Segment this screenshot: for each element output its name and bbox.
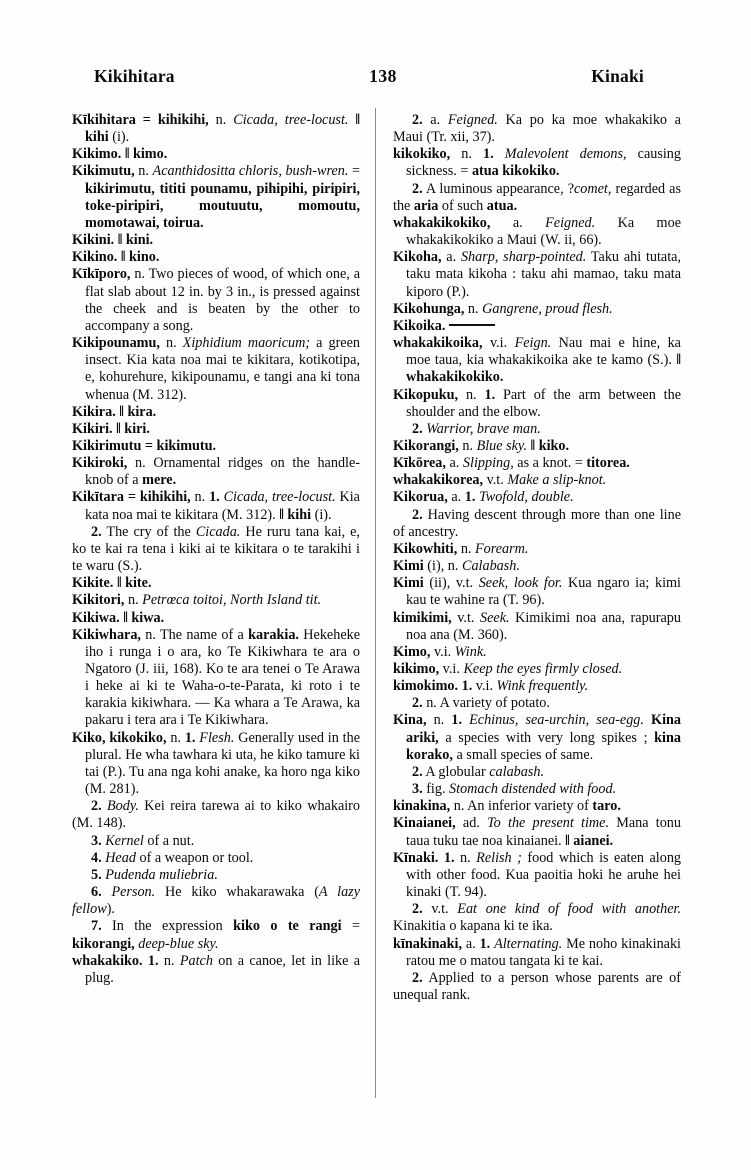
body-text: n. xyxy=(450,146,484,163)
dictionary-entry xyxy=(393,249,681,300)
body-text: n. A variety of potato. xyxy=(422,695,550,712)
body-text: n. xyxy=(454,849,477,866)
gloss-italic: Patch xyxy=(179,952,213,969)
gloss-italic: Stomach distended with food. xyxy=(449,781,617,798)
headword-bold: Kikopuku, xyxy=(393,386,459,403)
headword-bold: 1. xyxy=(464,489,476,506)
body-text: v.t. xyxy=(422,901,458,918)
dictionary-entry xyxy=(393,712,681,763)
body-text: n. Two pieces of wood, of which one, a flat slab about 12 in. by 3 in., is pressed against the cheek and is beaten by the other to accompany a song. xyxy=(85,266,360,334)
body-text: n. xyxy=(426,712,452,729)
dictionary-sense xyxy=(393,181,681,215)
headword-bold: 2. xyxy=(412,112,423,128)
dictionary-entry xyxy=(72,146,360,163)
headword-bold: 6. xyxy=(91,884,102,901)
column-right xyxy=(393,112,681,1004)
headword-bold: kimikimi, xyxy=(393,609,452,626)
gloss-italic: Body. xyxy=(107,798,139,815)
body-text: ad. xyxy=(455,815,488,832)
body-text: A globular xyxy=(422,763,490,780)
gloss-italic: Feigned. xyxy=(447,112,498,128)
body-text: = xyxy=(341,918,360,935)
headword-bold: ‖ kini. xyxy=(117,232,154,249)
gloss-italic: To the present time. xyxy=(487,815,610,832)
dictionary-entry xyxy=(72,575,360,592)
headword-bold: Kikimutu, xyxy=(72,163,135,180)
headword-bold: kikirimutu, tititi pounamu, pihipihi, piripiri, toke-piripiri, moutuutu, momoutu, momotawai, toirua. xyxy=(85,180,360,231)
gloss-italic: comet, xyxy=(574,180,612,197)
headword-bold: Kīnaki. xyxy=(393,849,439,866)
headword-bold: Kikira. xyxy=(72,403,116,420)
headword-bold: 1. xyxy=(484,386,496,403)
dictionary-entry xyxy=(72,112,360,146)
body-text: n. xyxy=(159,335,183,352)
dictionary-entry xyxy=(393,936,681,970)
dictionary-entry xyxy=(393,146,681,180)
body-text: of a weapon or tool. xyxy=(135,849,254,866)
body-text: Kimikimi noa ana, rapurapu noa ana (M. 360). xyxy=(406,609,681,643)
body-text: Ka moe whakakikokiko a Maui (W. ii, 66). xyxy=(406,214,681,249)
gloss-italic: A lazy fellow xyxy=(72,884,360,918)
headword-bold: 2. xyxy=(412,180,423,197)
dictionary-sense xyxy=(393,695,681,712)
gloss-italic: Feigned. xyxy=(545,214,596,231)
headword-bold: 3. xyxy=(91,832,102,849)
gloss-italic: Kernel xyxy=(105,832,144,849)
headword-bold: Kina ariki, xyxy=(406,712,682,746)
headword-bold: atua. xyxy=(486,197,518,214)
headword-bold: 1. xyxy=(184,729,196,746)
body-text: Part of the arm between the shoulder and the elbow. xyxy=(406,386,681,420)
headword-bold: Kīkihitara = kihikihi, xyxy=(72,112,209,128)
dictionary-entry xyxy=(393,798,681,815)
dictionary-entry xyxy=(393,455,681,472)
headword-bold: Kīkīporo, xyxy=(72,266,131,283)
body-text: Applied to a person whose parents are of unequal rank. xyxy=(393,969,681,1003)
gloss-italic: Xiphidium maoricum; xyxy=(182,335,311,352)
gloss-italic: Malevolent demons, xyxy=(504,146,627,163)
dictionary-entry xyxy=(393,575,681,609)
dictionary-sense xyxy=(72,918,360,952)
gloss-italic: Sharp, sharp-pointed. xyxy=(460,249,587,266)
columns-container xyxy=(72,112,681,1122)
headword-bold: ‖ kiwa. xyxy=(123,609,165,626)
dictionary-entry xyxy=(393,558,681,575)
headword-bold: Kiko, kikokiko, xyxy=(72,729,167,746)
dictionary-entry xyxy=(393,644,681,661)
headword-bold: Kīkōrea, xyxy=(393,455,446,472)
dictionary-sense xyxy=(393,970,681,1004)
headword-bold: Kikite. xyxy=(72,575,114,592)
body-text: n. Ornamental ridges on the handle-knob of a xyxy=(85,455,360,489)
dictionary-entry xyxy=(72,592,360,609)
body-text: as a knot. = xyxy=(513,455,587,472)
body-text: n. xyxy=(208,112,234,128)
body-text: = xyxy=(348,163,360,180)
headword-bold: Kikini. xyxy=(72,232,115,249)
dictionary-entry xyxy=(393,215,681,249)
dictionary-sense xyxy=(393,112,681,146)
body-text: n. xyxy=(464,300,483,317)
body-text: v.i. xyxy=(472,678,497,695)
body-text: a green insect. Kia kata noa mai te kikitara, kotikotipa, e, kohurehure, kikipounamu, e tangi ana ki tona whenua (M. 312). xyxy=(85,335,360,403)
body-text xyxy=(644,712,651,728)
headword-bold: titorea. xyxy=(586,455,630,472)
gloss-italic: calabash. xyxy=(489,763,545,780)
body-text: Kia kata noa mai te kikitara (M. 312). xyxy=(85,489,360,523)
body-text: n. xyxy=(158,952,180,969)
dictionary-entry xyxy=(72,455,360,489)
headword-bold: Kikowhiti, xyxy=(393,540,458,557)
dictionary-entry xyxy=(72,232,360,249)
gloss-italic: Echinus, sea-urchin, sea-egg. xyxy=(469,712,644,729)
dictionary-sense xyxy=(393,764,681,781)
running-head-right-word: Kinaki xyxy=(591,66,644,86)
gloss-italic: Seek. xyxy=(480,609,510,626)
dictionary-sense xyxy=(393,507,681,541)
gloss-italic: Eat one kind of food with another. xyxy=(457,901,681,918)
headword-bold: 1. xyxy=(451,712,462,729)
dictionary-entry xyxy=(393,610,681,644)
gloss-italic: Cicada, tree-locust. xyxy=(233,112,349,128)
headword-bold: Kikorua, xyxy=(393,489,448,506)
dictionary-entry xyxy=(393,661,681,678)
gloss-italic: Keep the eyes firmly closed. xyxy=(463,661,623,677)
dictionary-entry xyxy=(393,850,681,901)
headword-bold: kiko o te rangi xyxy=(233,918,342,935)
headword-bold: kikimo, xyxy=(393,661,440,677)
headword-bold: 1. xyxy=(483,146,494,163)
headword-bold: 2. xyxy=(412,763,423,780)
dictionary-entry xyxy=(393,815,681,849)
body-text: (i). xyxy=(108,129,130,146)
headword-bold: ‖ kihi xyxy=(85,112,360,146)
body-text: n. The name of a xyxy=(140,626,249,643)
dictionary-entry xyxy=(393,678,681,695)
dictionary-entry xyxy=(72,953,360,987)
dictionary-sense xyxy=(72,798,360,832)
headword-bold: whakakikoika, xyxy=(393,335,483,352)
body-text: v.t. xyxy=(483,472,508,489)
headword-bold: 1. xyxy=(461,678,473,695)
headword-bold: Kikitori, xyxy=(72,592,125,609)
headword-bold: atua kikokiko. xyxy=(471,163,560,180)
dictionary-entry xyxy=(393,387,681,421)
headword-bold: karakia. xyxy=(248,626,299,643)
body-text: of such xyxy=(438,197,487,214)
headword-bold: 2. xyxy=(412,969,423,986)
headword-bold: Kikiwhara, xyxy=(72,626,141,643)
body-text: a. xyxy=(422,112,448,128)
body-text: v.i. xyxy=(430,643,455,660)
body-text: causing sickness. = xyxy=(406,146,681,180)
dictionary-entry xyxy=(72,730,360,799)
body-text: v.i. xyxy=(482,335,515,352)
headword-bold: ‖ whakakikokiko. xyxy=(406,352,681,386)
headword-bold: kīnakinaki, xyxy=(393,935,463,952)
dictionary-entry xyxy=(72,627,360,730)
gloss-italic: Person. xyxy=(111,884,156,901)
headword-bold: kina korako, xyxy=(406,729,681,763)
body-text: food which is eaten along with other food. Kua paoitia hoki he aruhe hei kinaki (T. 94). xyxy=(406,849,682,901)
body-text: He kiko whakarawaka ( xyxy=(155,884,319,901)
headword-bold: Kimi xyxy=(393,558,424,575)
headword-bold: Kikipounamu, xyxy=(72,335,160,352)
headword-bold: 1. xyxy=(147,952,159,969)
headword-bold: 2. xyxy=(412,695,423,712)
column-left xyxy=(72,112,360,987)
headword-bold: 5. xyxy=(91,866,102,883)
body-text: n. xyxy=(458,437,477,454)
dictionary-entry xyxy=(72,266,360,335)
body-text: Taku ahi tutata, taku mata kikoha : taku ahi mamao, taku mata kiporo (P.). xyxy=(406,249,681,300)
running-head xyxy=(72,66,680,92)
dictionary-entry xyxy=(393,472,681,489)
headword-bold: ‖ kira. xyxy=(119,403,157,420)
gloss-italic: Relish ; xyxy=(476,849,522,866)
body-text: v.i. xyxy=(439,661,464,677)
gloss-italic: Twofold, double. xyxy=(478,489,574,506)
body-text: Nau mai e hine, ka moe taua, kia whakakikoika ake te kamo (S.). xyxy=(406,335,681,369)
gloss-italic: Feign. xyxy=(514,335,552,352)
dictionary-entry xyxy=(393,489,681,506)
headword-bold: ‖ kite. xyxy=(116,575,152,592)
dictionary-sense xyxy=(72,833,360,850)
headword-bold: 1. xyxy=(209,489,220,506)
body-text: a. xyxy=(447,489,465,506)
gloss-italic: Head xyxy=(105,849,136,866)
gloss-italic: Alternating. xyxy=(494,935,563,952)
dictionary-sense xyxy=(72,867,360,884)
headword-bold: mere. xyxy=(142,472,177,489)
gloss-italic: Slipping, xyxy=(462,455,514,472)
gloss-italic: Cicada, tree-locust. xyxy=(223,489,336,506)
body-text: In the expression xyxy=(101,918,234,935)
headword-bold: kinakina, xyxy=(393,798,451,815)
body-text: a. xyxy=(490,214,546,231)
gloss-italic: Pudenda muliebria. xyxy=(105,866,218,883)
dictionary-entry xyxy=(393,318,681,335)
headword-bold: Kikirimutu = kikimutu. xyxy=(72,437,217,454)
body-text: He ruru tana kai, e, ko te kai ra tena i kiki ai te kikitara o te tarakihi i te waru (S.). xyxy=(72,523,360,575)
headword-bold: 2. xyxy=(91,523,102,540)
body-text: Kinakitia o kapana ki te ika. xyxy=(393,918,553,935)
gloss-italic: Acanthidositta chloris, bush-wren. xyxy=(152,163,349,180)
gloss-italic: Petrœca toitoi, North Island tit. xyxy=(142,592,322,609)
headword-bold: ‖ kihi xyxy=(279,506,312,523)
dictionary-entry xyxy=(72,249,360,266)
gloss-italic: Cicada. xyxy=(195,523,241,540)
headword-bold: 1. xyxy=(443,849,455,866)
headword-bold: ‖ kiri. xyxy=(116,420,150,437)
dictionary-entry xyxy=(393,541,681,558)
headword-bold: 2. xyxy=(412,420,423,437)
body-text: of a nut. xyxy=(143,832,195,849)
body-text: n. xyxy=(190,489,210,506)
gloss-italic: Calabash. xyxy=(461,558,520,575)
body-text: A luminous appearance, ? xyxy=(422,180,574,197)
dictionary-entry xyxy=(393,335,681,386)
headword-bold: ‖ aianei. xyxy=(565,832,614,849)
headword-bold: whakakiko. xyxy=(72,952,143,969)
headword-bold: Kikimo. xyxy=(72,146,122,163)
body-text: Mana tonu taua tuku tae noa kinaianei. xyxy=(406,815,681,849)
gloss-italic: Wink frequently. xyxy=(496,678,589,695)
column-divider xyxy=(375,108,376,1098)
headword-bold: 4. xyxy=(91,849,102,866)
gloss-italic: Seek, look for. xyxy=(478,575,563,592)
headword-bold: Kikiroki, xyxy=(72,455,128,472)
body-text xyxy=(102,884,112,900)
gloss-italic: Forearm. xyxy=(475,540,529,557)
body-text: n. An inferior variety of xyxy=(450,798,593,815)
dictionary-entry xyxy=(72,489,360,523)
gloss-italic: deep-blue sky. xyxy=(138,935,219,952)
body-text: Kua ngaro ia; kimi kau te wahine ra (T. 96). xyxy=(406,575,681,609)
running-head-left-word: Kikihitara xyxy=(94,66,175,86)
body-text: Having descent through more than one line of ancestry. xyxy=(393,506,681,540)
body-text xyxy=(494,146,505,162)
body-text: (i), n. xyxy=(423,558,462,575)
headword-bold: 7. xyxy=(91,918,102,935)
gloss-italic: Wink. xyxy=(454,643,487,660)
headword-bold: kimokimo. xyxy=(393,678,459,695)
dictionary-entry xyxy=(72,438,360,455)
body-text: a. xyxy=(445,455,463,472)
gloss-italic: Blue sky. xyxy=(476,437,527,454)
dictionary-entry xyxy=(72,404,360,421)
dictionary-entry xyxy=(393,438,681,455)
dictionary-sense xyxy=(393,421,681,438)
headword-bold: ‖ kiko. xyxy=(530,437,570,454)
body-text: Kei reira tarewa ai to kiko whakairo (M. 148). xyxy=(72,798,360,832)
body-text: regarded as the xyxy=(393,180,681,214)
dictionary-entry xyxy=(72,163,360,232)
dictionary-sense xyxy=(72,524,360,575)
body-text: ). xyxy=(106,901,115,918)
body-text: Ka po ka moe whakakiko a Maui (Tr. xii, 37). xyxy=(393,112,681,146)
gloss-italic: Make a slip-knot. xyxy=(507,472,607,489)
body-text: a small species of same. xyxy=(452,746,594,763)
headword-bold: 2. xyxy=(412,506,423,523)
gloss-italic: Gangrene, proud flesh. xyxy=(482,300,613,317)
headword-bold: 3. xyxy=(412,781,423,798)
body-text: The cry of the xyxy=(101,523,196,540)
blank-definition-rule xyxy=(449,324,495,326)
gloss-italic: Flesh. xyxy=(199,729,235,746)
dictionary-sense xyxy=(72,850,360,867)
body-text: n. xyxy=(124,592,143,609)
body-text: Generally used in the plural. He wha tawhara ki uta, he kiko tamure ki tai (P.). Tu ana nga kohi anake, ka horo nga kiko (M. 281). xyxy=(85,729,360,798)
headword-bold: Kina, xyxy=(393,712,427,729)
headword-bold: Kikohunga, xyxy=(393,300,465,317)
gloss-italic: Warrior, brave man. xyxy=(426,420,541,437)
body-text: n. xyxy=(457,540,475,557)
body-text: v.t. xyxy=(451,609,480,626)
dictionary-entry xyxy=(72,421,360,438)
headword-bold: Kikītara = kihikihi, xyxy=(72,489,191,506)
headword-bold: aria xyxy=(413,197,439,214)
body-text: Me noho kinakinaki ratou me o matou tangata ki te kai. xyxy=(406,935,681,969)
body-text: on a canoe, let in like a plug. xyxy=(85,952,361,986)
headword-bold: Kikoika. xyxy=(393,317,446,334)
headword-bold: Kimo, xyxy=(393,643,431,660)
headword-bold: Kikorangi, xyxy=(393,437,459,454)
body-text: a species with very long spikes ; xyxy=(438,729,655,746)
dictionary-sense xyxy=(393,901,681,935)
headword-bold: kikorangi, xyxy=(72,935,135,952)
headword-bold: ‖ kimo. xyxy=(124,146,168,163)
headword-bold: Kikino. xyxy=(72,249,118,266)
dictionary-sense xyxy=(393,781,681,798)
headword-bold: Kikoha, xyxy=(393,249,442,266)
body-text: n. xyxy=(166,729,185,746)
headword-bold: kikokiko, xyxy=(393,146,451,163)
headword-bold: whakakikorea, xyxy=(393,472,484,489)
body-text: (i). xyxy=(311,506,332,523)
headword-bold: Kikiwa. xyxy=(72,609,120,626)
body-text: n. xyxy=(458,386,485,403)
body-text: fig. xyxy=(422,781,450,798)
headword-bold: Kikiri. xyxy=(72,420,113,437)
dictionary-sense xyxy=(72,884,360,918)
body-text: Hekeheke iho i runga i o ara, ko Te Kikiwhara te ara o Ngatoro (J. iii, 168). Ko te ara tenei o Te Arawa i heke ai ki te Waha-o-te-Parata, ki roto i te karakia kikiwhara. — Ka whara a Te Arawa, ka pakaru i tera ara i Te Kikiwhara. xyxy=(85,626,361,729)
dictionary-entry xyxy=(72,335,360,404)
body-text: (ii), v.t. xyxy=(423,575,479,592)
dictionary-entry xyxy=(393,301,681,318)
headword-bold: Kinaianei, xyxy=(393,815,456,832)
headword-bold: Kimi xyxy=(393,575,424,592)
headword-bold: 2. xyxy=(412,901,423,918)
headword-bold: 1. xyxy=(479,935,491,952)
headword-bold: ‖ kino. xyxy=(120,249,160,266)
body-text: n. xyxy=(134,163,153,180)
dictionary-entry xyxy=(72,610,360,627)
body-text: a. xyxy=(441,249,461,266)
page-number: 138 xyxy=(369,66,397,86)
headword-bold: 2. xyxy=(91,798,102,815)
headword-bold: whakakikokiko, xyxy=(393,214,491,231)
body-text: a. xyxy=(462,935,480,952)
headword-bold: taro. xyxy=(592,798,621,815)
